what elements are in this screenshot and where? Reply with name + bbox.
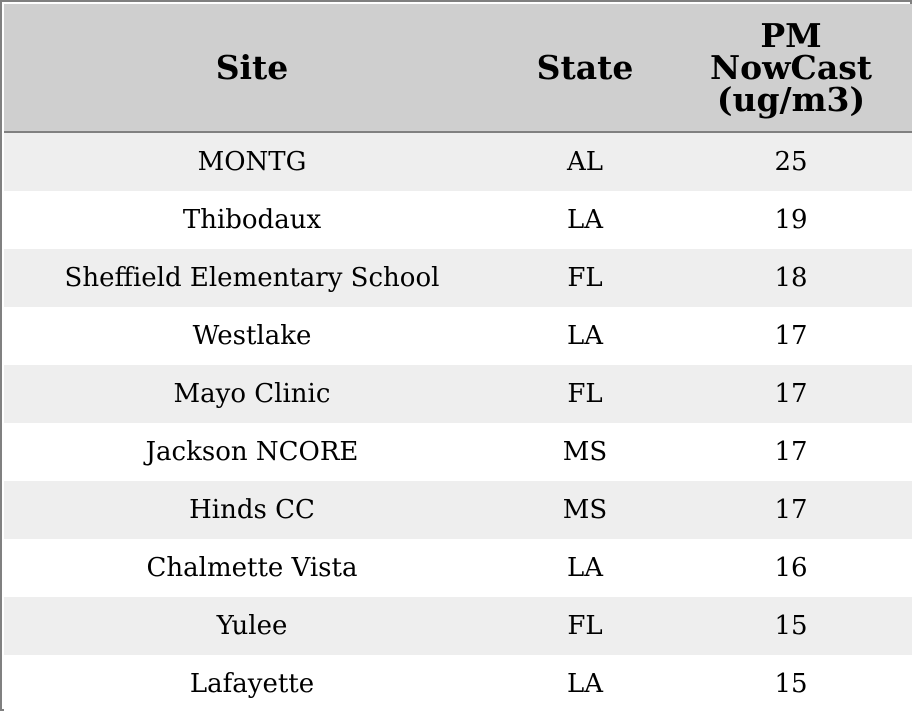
table-row	[4, 655, 912, 713]
cell-site: Sheffield Elementary School	[64, 263, 440, 293]
table-row	[4, 423, 912, 481]
table-row	[4, 481, 912, 539]
table-body	[4, 133, 912, 713]
cell-pm: 17	[774, 437, 808, 467]
cell-pm: 19	[774, 205, 808, 235]
table-row	[4, 365, 912, 423]
cell-site: Mayo Clinic	[173, 379, 331, 409]
cell-pm: 25	[774, 147, 808, 177]
cell-state: LA	[566, 553, 604, 583]
table-row	[4, 133, 912, 191]
table-row	[4, 307, 912, 365]
cell-pm: 17	[774, 321, 808, 351]
header-site: Site	[215, 47, 289, 87]
cell-pm: 17	[774, 495, 808, 525]
cell-pm: 16	[774, 553, 808, 583]
header-pm-line1: PM	[760, 15, 822, 55]
table-row	[4, 539, 912, 597]
cell-site: Hinds CC	[189, 495, 315, 525]
cell-site: Westlake	[192, 321, 312, 351]
cell-pm: 15	[774, 611, 808, 641]
cell-site: Chalmette Vista	[146, 553, 358, 583]
cell-site: Jackson NCORE	[145, 437, 359, 467]
table-row	[4, 597, 912, 655]
cell-state: FL	[567, 611, 603, 641]
cell-pm: 18	[774, 263, 808, 293]
cell-site: MONTG	[197, 147, 307, 177]
header-state: State	[536, 47, 634, 87]
cell-state: LA	[566, 321, 604, 351]
cell-state: MS	[562, 437, 608, 467]
cell-state: LA	[566, 205, 604, 235]
cell-pm: 15	[774, 669, 808, 699]
cell-site: Thibodaux	[182, 205, 322, 235]
table-header	[4, 4, 912, 133]
table-row	[4, 249, 912, 307]
header-pm-nowcast	[670, 4, 912, 131]
cell-state: LA	[566, 669, 604, 699]
cell-pm: 17	[774, 379, 808, 409]
cell-site: Lafayette	[189, 669, 315, 699]
cell-state: FL	[567, 263, 603, 293]
table-row	[4, 191, 912, 249]
cell-state: FL	[567, 379, 603, 409]
cell-state: MS	[562, 495, 608, 525]
header-pm-line3: (ug/m3)	[716, 79, 866, 119]
cell-site: Yulee	[216, 611, 288, 641]
cell-state: AL	[566, 147, 604, 177]
header-pm-line2: NowCast	[709, 47, 873, 87]
